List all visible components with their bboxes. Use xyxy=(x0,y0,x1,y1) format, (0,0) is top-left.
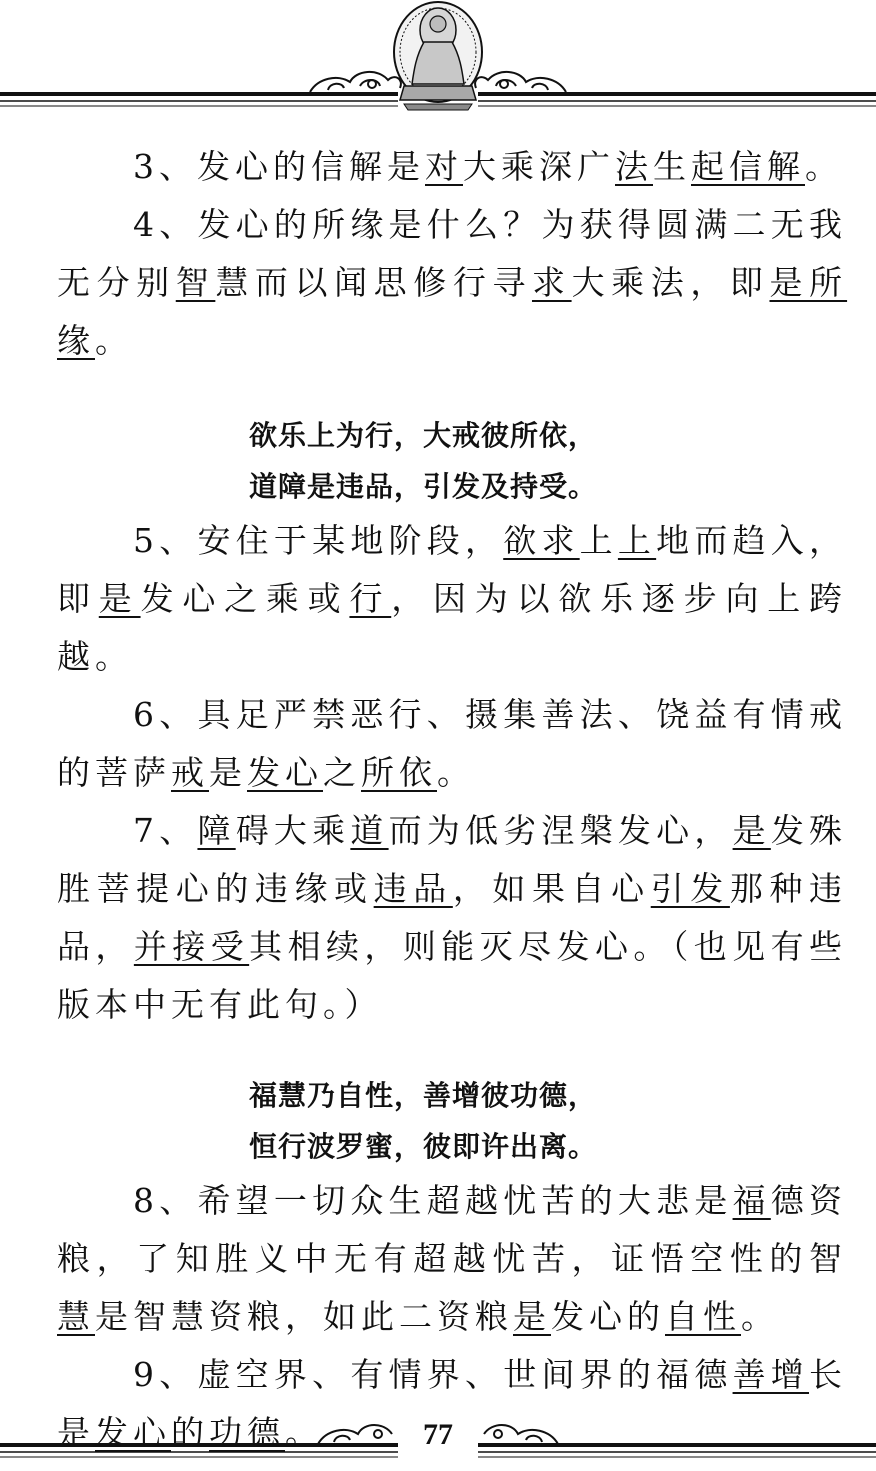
header-ornament xyxy=(0,0,876,120)
paragraph-3: 3、发心的信解是对大乘深广法生起信解。 xyxy=(133,147,843,186)
footer-left-cloud-ornament xyxy=(318,1425,392,1444)
verse-2-line-2: 恒行波罗蜜，彼即许出离。 xyxy=(249,1130,598,1163)
page-body xyxy=(57,138,847,1462)
paragraph-7: 7、障碍大乘道而为低劣涅槃发心，是发殊胜菩提心的违缘或违品，如果自心引发那种违品，并接受其相续，则能灭尽发心。（也见有些版本中无有此句。） xyxy=(57,811,848,1024)
section-spacer xyxy=(57,1034,847,1070)
paragraph-4: 4、发心的所缘是什么？为获得圆满二无我无分别智慧而以闻思修行寻求大乘法，即是所缘。 xyxy=(57,205,848,360)
header-rules-graphic xyxy=(0,0,876,120)
left-cloud-ornament xyxy=(310,72,401,92)
paragraph-9: 9、虚空界、有情界、世间界的福德善增长是发心的功德。 xyxy=(57,1355,848,1452)
verse-1-line-2: 道障是违品，引发及持受。 xyxy=(249,470,598,503)
buddha-figure-icon xyxy=(394,2,482,110)
paragraph-6: 6、具足严禁恶行、摄集善法、饶益有情戒的菩萨戒是发心之所依。 xyxy=(57,695,847,792)
paragraph-8: 8、希望一切众生超越忧苦的大悲是福德资粮，了知胜义中无有超越忧苦，证悟空性的智慧是智慧资粮，如此二资粮是发心的自性。 xyxy=(57,1181,848,1336)
verse-1-line-1: 欲乐上为行，大戒彼所依， xyxy=(249,419,598,452)
paragraph-5: 5、安住于某地阶段，欲求上上地而趋入，即是发心之乘或行，因为以欲乐逐步向上跨越。 xyxy=(57,521,848,676)
verse-2-line-1: 福慧乃自性，善增彼功德， xyxy=(249,1079,598,1112)
footer-right-cloud-ornament xyxy=(484,1425,558,1444)
section-spacer xyxy=(57,370,847,410)
page-number: 77 xyxy=(423,1418,453,1451)
right-cloud-ornament xyxy=(475,72,566,92)
